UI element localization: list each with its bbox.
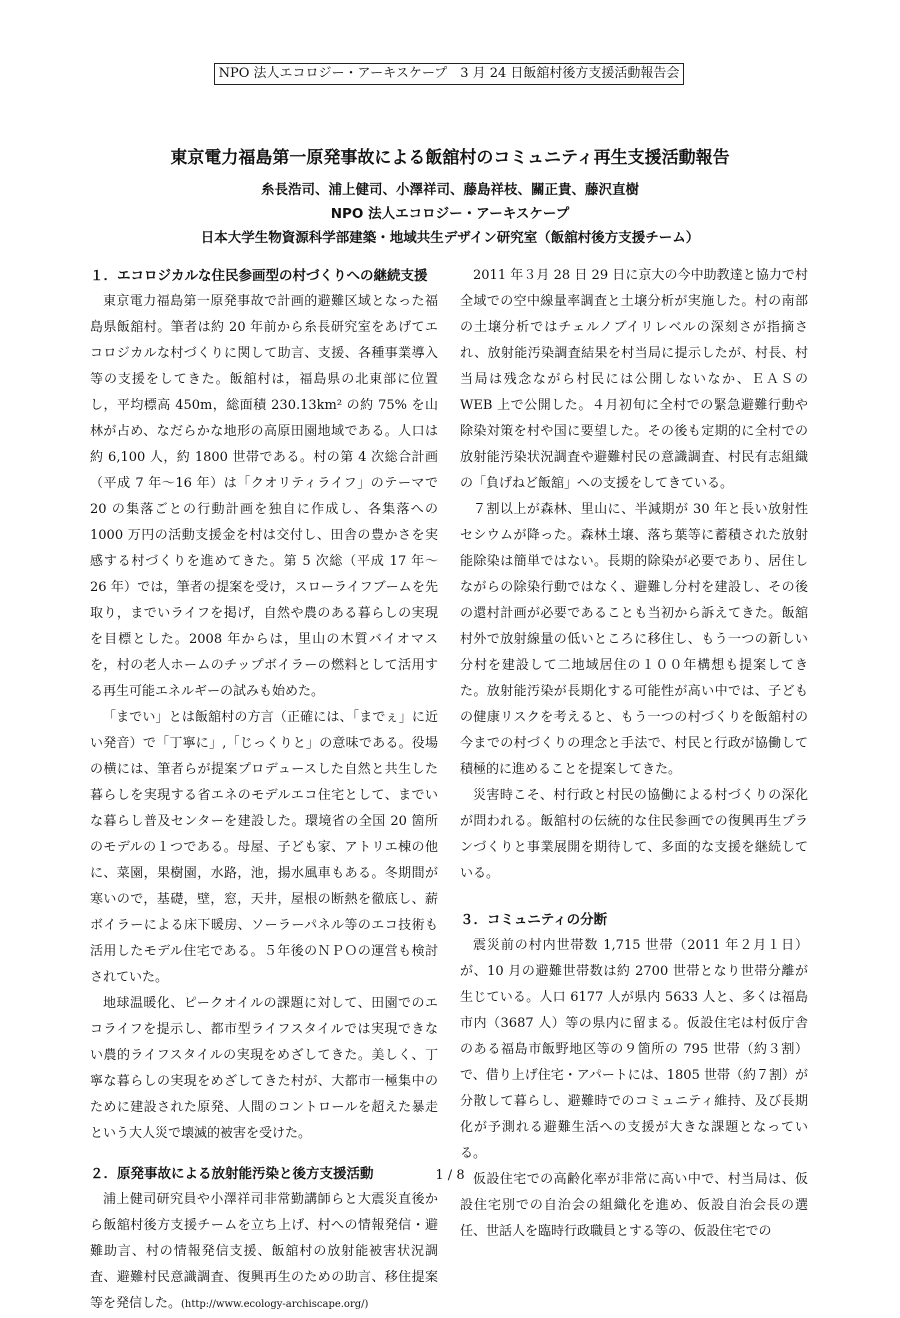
section-2-paragraph: 2011 年３月 28 日 29 日に京大の今中助教達と協力で村全域での空中線量率調査と土壌分析が実施した。村の南部の土壌分析ではチェルノブイリレベルの深刻さが指摘され、放射能汚染調査結果を村当局に提示したが、村長、村当局は残念ながら村民には公開しないなか、ＥＡＳの WEB 上で公開した。４月初旬に全村での緊急避難行動や除染対策を村や国に要望した。その後も定期的に全村での放射能汚染状況調査や避難村民の意識調査、村民有志組織の「負げねど飯舘」への支援をしてきている。 xyxy=(460,268,808,491)
affiliation-university: 日本大学生物資源科学部建築・地域共生デザイン研究室（飯舘村後方支援チーム） xyxy=(200,230,700,246)
section-1-paragraph: 地球温暖化、ピークオイルの課題に対して、田園でのエコライフを提示し、都市型ライフスタイルでは実現できない農的ライフスタイルの実現をめざしてきた。美しく、丁寧な暮らしの実現をめざしてきた村が、大都市一極集中のために建設された原発、人間のコントロールを超えた暴走という大人災で壊滅的被害を受けた。 xyxy=(90,996,438,1141)
section-spacer xyxy=(460,887,808,907)
section-3-heading: ３．コミュニティの分断 xyxy=(460,912,608,928)
affiliation-npo: NPO 法人エコロジー・アーキスケープ xyxy=(330,206,570,222)
author-block xyxy=(0,178,900,250)
section-spacer xyxy=(90,1147,438,1161)
section-3-paragraph: 仮設住宅での高齢化率が非常に高い中で、村当局は、仮設住宅別での自治会の組織化を進め、仮設自治会長の選任、世話人を臨時行政職員とする等の、仮設住宅での xyxy=(460,1172,808,1239)
section-1-paragraph: 「までい」とは飯舘村の方言（正確には、「までぇ」に近い発音）で「丁寧に」,「じっくりと」の意味である。役場の横には、筆者らが提案プロデュースした自然と共生した暮らしを実現する省エネのモデルエコ住宅として、までいな暮らし普及センターを建設した。環境省の全国 20 箇所のモデルの１つである。母屋、子ども家、アトリエ棟の他に、菜園，果樹園，水路，池，揚水風車もある。冬期間が寒いので，基礎，壁，窓，天井，屋根の断熱を徹底し、薪ボイラーによる床下暖房、ソーラーパネル等のエコ技術も活用したモデル住宅である。５年後のＮＰＯの運営も検討されていた。 xyxy=(90,710,438,985)
website-url: (http://www.ecology-archiscape.org/) xyxy=(181,1299,369,1310)
section-2-heading: ２．原発事故による放射能汚染と後方支援活動 xyxy=(90,1166,374,1182)
section-2-paragraph-text: 浦上健司研究員や小澤祥司非常勤講師らと大震災直後から飯舘村後方支援チームを立ち上げ、村への情報発信・避難助言、村の情報発信支援、飯舘村の放射能被害状況調査、避難村民意識調査、復興再生のための助言、移住提案等を発信した。 xyxy=(90,1192,438,1311)
page-number: 1 / 8 xyxy=(435,1168,465,1183)
paper-title: 東京電力福島第一原発事故による飯舘村のコミュニティ再生支援活動報告 xyxy=(170,148,730,168)
section-2-paragraph: 災害時こそ、村行政と村民の協働による村づくりの深化が問われる。飯舘村の伝統的な住民参画での復興再生プランづくりと事業展開を期待して、多面的な支援を継続している。 xyxy=(460,788,808,881)
section-1-paragraph: 東京電力福島第一原発事故で計画的避難区域となった福島県飯舘村。筆者は約 20 年前から糸長研究室をあげてエコロジカルな村づくりに関して助言、支援、各種事業導入等の支援をしてきた。飯舘村は，福島県の北東部に位置し，平均標高 450m，総面積 230.13km² の約 75% を山林が占め、なだらかな地形の高原田園地域である。人口は約 6,100 人，約 1800 世帯である。村の第 4 次総合計画（平成 7 年〜16 年）は「クオリティライフ」のテーマで 20 の集落ごとの行動計画を独自に作成し、各集落への 1000 万円の活動支援金を村は交付し、田舎の豊かさを実感する村づくりを進めてきた。第 5 次総（平成 17 年〜 26 年）では，筆者の提案を受け，スローライフブームを先取り，までいライフを掲げ，自然や農のある暮らしの実現を目標とした。2008 年からは，里山の木質バイオマスを，村の老人ホームのチップボイラーの燃料として活用する再生可能エネルギーの試みも始めた。 xyxy=(90,294,438,699)
section-3-paragraph: 震災前の村内世帯数 1,715 世帯（2011 年２月１日）が、10 月の避難世帯数は約 2700 世帯となり世帯分離が生じている。人口 6177 人が県内 5633 人と、多くは福島市内（3687 人）等の県内に留まる。仮設住宅は村仮庁舎のある福島市飯野地区等の９箇所の 795 世帯（約３割）で、借り上げ住宅・アパートには、1805 世帯（約７割）が分散して暮らし、避難時でのコミュニティ維持、及び長期化が予測れる避難生活への支援が大きな課題となっている。 xyxy=(460,938,808,1161)
section-2-paragraph: ７割以上が森林、里山に、半減期が 30 年と長い放射性セシウムが降った。森林土壌、落ち葉等に蓄積された放射能除染は簡単ではない。長期的除染が必要であり、居住しながらの除染行動ではなく、避難し分村を建設し、その後の還村計画が必要であることも当初から訴えてきた。飯舘村外で放射線量の低いところに移住し、もう一つの新しい分村を建設して二地域居住の１００年構想も提案してきた。放射能汚染が長期化する可能性が高い中では、子どもの健康リスクを考えると、もう一つの村づくりを飯舘村の今までの村づくりの理念と手法で、村民と行政が協働して積極的に進めることを提案してきた。 xyxy=(460,502,808,777)
right-column xyxy=(460,263,808,1245)
author-list: 糸長浩司、浦上健司、小澤祥司、藤島祥枝、關正貴、藤沢直樹 xyxy=(261,182,639,198)
section-1-heading: １．エコロジカルな住民参画型の村づくりへの継続支援 xyxy=(90,268,428,284)
section-2-paragraph xyxy=(90,1187,438,1318)
report-header-box: NPO 法人エコロジー・アーキスケープ 3 月 24 日飯舘村後方支援活動報告会 xyxy=(214,63,684,85)
left-column xyxy=(90,263,438,1318)
